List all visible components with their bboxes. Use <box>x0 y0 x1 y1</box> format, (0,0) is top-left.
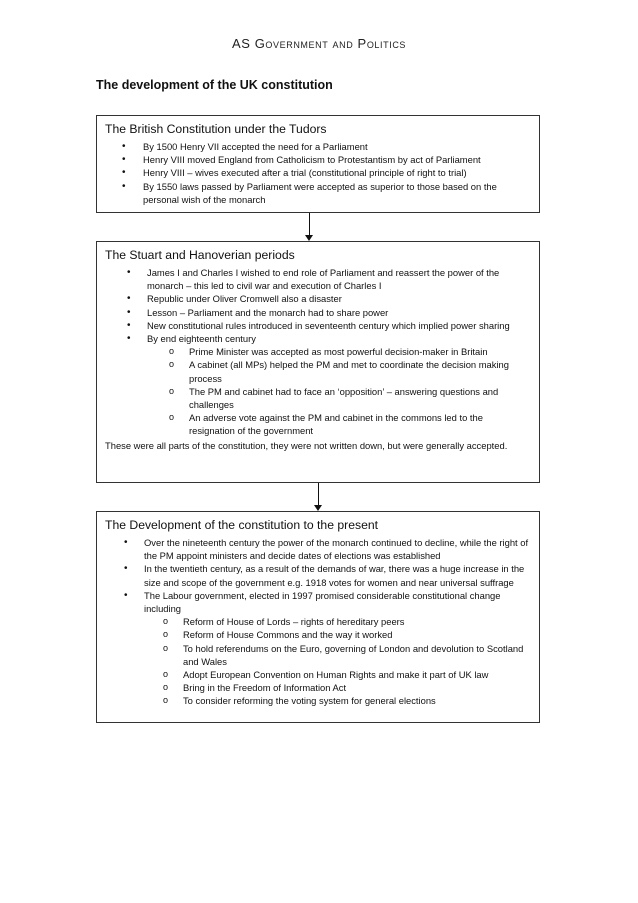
bullet-list <box>105 536 531 708</box>
document-title: The development of the UK constitution <box>96 78 333 92</box>
sub-list-item: o Reform of House Commons and the way it worked <box>144 628 531 641</box>
section-tudors <box>96 115 540 213</box>
sub-list-item: o The PM and cabinet had to face an ‘opposition’ – answering questions and challenges <box>147 385 531 411</box>
list-item: • By 1500 Henry VII accepted the need for a Parliament <box>105 140 531 153</box>
sub-list <box>144 615 531 707</box>
flow-arrow-down-icon <box>314 483 322 511</box>
sub-list <box>147 345 531 437</box>
list-item-label: By end eighteenth century <box>147 333 256 345</box>
bullet-list <box>105 266 531 438</box>
sub-list-item: o Prime Minister was accepted as most powerful decision-maker in Britain <box>147 345 531 358</box>
section-heading: The Stuart and Hanoverian periods <box>105 248 295 262</box>
sub-list-item: o Bring in the Freedom of Information Act <box>144 681 531 694</box>
list-item: • In the twentieth century, as a result of the demands of war, there was a huge increase in the size and scope of the government e.g. 1918 votes for women and near universal suffrage <box>105 562 531 588</box>
list-item <box>105 589 531 708</box>
list-item: • Over the nineteenth century the power of the monarch continued to decline, while the right of the PM appoint ministers and decide dates of elections was established <box>105 536 531 562</box>
sub-list-item: o To hold referendums on the Euro, governing of London and devolution to Scotland and Wales <box>144 642 531 668</box>
list-item: • By 1550 laws passed by Parliament were accepted as superior to those based on the personal wish of the monarch <box>105 180 531 206</box>
list-item-label: The Labour government, elected in 1997 promised considerable constitutional change including <box>144 589 501 615</box>
section-heading: The British Constitution under the Tudors <box>105 122 327 136</box>
list-item: • Henry VIII moved England from Catholicism to Protestantism by act of Parliament <box>105 153 531 166</box>
sub-list-item: o A cabinet (all MPs) helped the PM and met to coordinate the decision making process <box>147 358 531 384</box>
list-item: • Lesson – Parliament and the monarch had to share power <box>105 306 531 319</box>
sub-list-item: o Adopt European Convention on Human Rights and make it part of UK law <box>144 668 531 681</box>
section-stuart-hanoverian <box>96 241 540 483</box>
list-item: • Republic under Oliver Cromwell also a disaster <box>105 292 531 305</box>
list-item: • James I and Charles I wished to end role of Parliament and reassert the power of the monarch – this led to civil war and execution of Charles I <box>105 266 531 292</box>
bullet-list <box>105 140 531 206</box>
page-header: AS Government and Politics <box>231 36 407 51</box>
list-item: • New constitutional rules introduced in seventeenth century which implied power sharing <box>105 319 531 332</box>
list-item: • Henry VIII – wives executed after a trial (constitutional principle of right to trial) <box>105 166 531 179</box>
flow-arrow-down-icon <box>305 213 313 241</box>
sub-list-item: o To consider reforming the voting system for general elections <box>144 694 531 707</box>
sub-list-item: o Reform of House of Lords – rights of hereditary peers <box>144 615 531 628</box>
section-closing-text: These were all parts of the constitution, they were not written down, but were generally accepted. <box>105 439 508 451</box>
section-development-to-present <box>96 511 540 723</box>
section-heading: The Development of the constitution to the present <box>105 518 379 532</box>
sub-list-item: o An adverse vote against the PM and cabinet in the commons led to the resignation of the government <box>147 411 531 437</box>
list-item <box>105 332 531 438</box>
